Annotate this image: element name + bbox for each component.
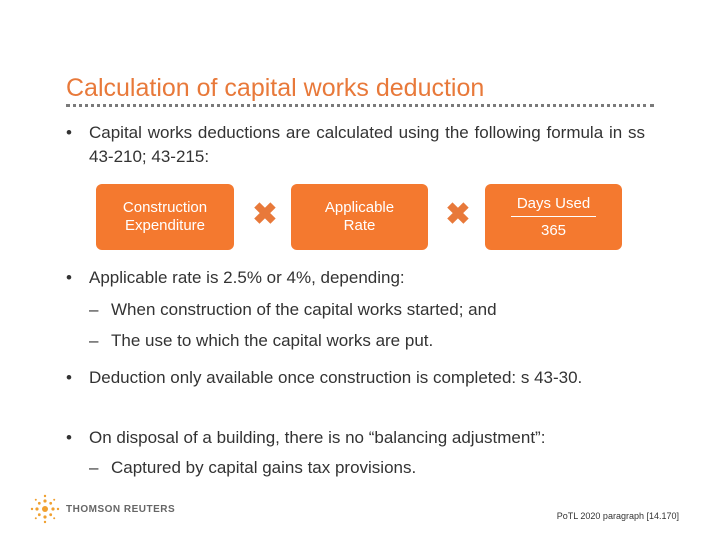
bullet-marker: • xyxy=(66,123,72,142)
formula-term-line: Construction xyxy=(122,199,208,216)
formula-box-construction-expenditure xyxy=(96,184,234,250)
formula-term-line: Rate xyxy=(343,217,376,234)
multiply-icon: ✖ xyxy=(252,198,278,231)
bullet-marker: • xyxy=(66,368,72,387)
sub-bullet-marker: – xyxy=(89,331,99,350)
fraction-denominator: 365 xyxy=(540,221,567,239)
title-divider xyxy=(66,104,654,107)
bullet-text: Capital works deductions are calculated using the following formula in ss 43-210; 43-215: xyxy=(89,123,645,166)
sub-bullet-text: Captured by capital gains tax provisions. xyxy=(111,458,417,477)
thomson-reuters-logo xyxy=(30,494,175,524)
logo-wordmark: THOMSON REUTERS xyxy=(66,503,176,515)
bullet-text: Applicable rate is 2.5% or 4%, depending: xyxy=(89,268,405,287)
formula-term-line: Applicable xyxy=(324,199,395,216)
sub-bullet xyxy=(89,456,416,480)
bullet-text: On disposal of a building, there is no “balancing adjustment”: xyxy=(89,428,546,447)
bullet-marker: • xyxy=(66,428,72,447)
slide-title: Calculation of capital works deduction xyxy=(66,74,485,102)
formula-term-line: Expenditure xyxy=(124,217,206,234)
multiply-icon: ✖ xyxy=(445,198,471,231)
sub-bullet-marker: – xyxy=(89,458,99,477)
logo-sunburst-icon xyxy=(30,494,60,524)
bullet-text: Deduction only available once construction is completed: s 43-30. xyxy=(89,368,583,387)
sub-bullet-text: When construction of the capital works started; and xyxy=(111,300,497,319)
formula-box-days-fraction xyxy=(485,184,622,250)
sub-bullet xyxy=(89,298,497,322)
sub-bullet-text: The use to which the capital works are put. xyxy=(111,331,434,350)
sub-bullet-marker: – xyxy=(89,300,99,319)
bullet-marker: • xyxy=(66,268,72,287)
footer-reference: PoTL 2020 paragraph [14.170] xyxy=(556,511,679,521)
formula-box-applicable-rate xyxy=(291,184,428,250)
sub-bullet xyxy=(89,329,433,353)
fraction-numerator: Days Used xyxy=(511,195,596,217)
